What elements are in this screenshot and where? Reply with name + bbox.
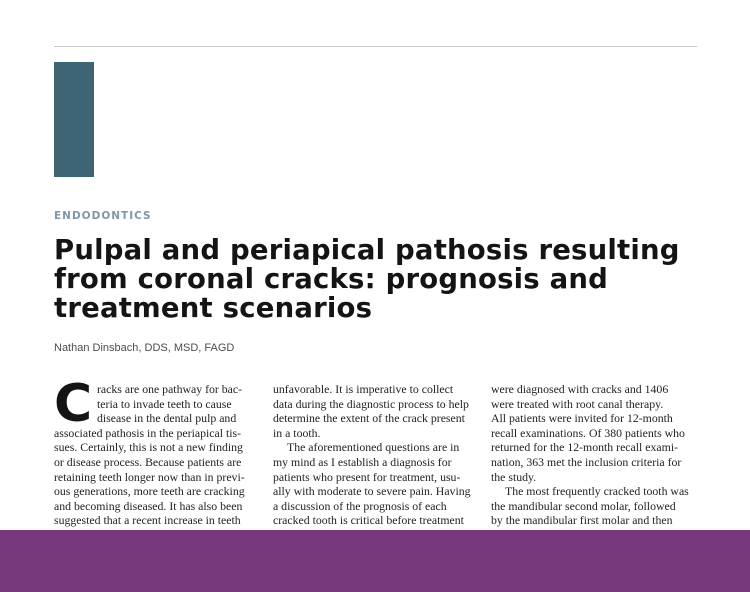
text-line: the study. bbox=[491, 469, 537, 484]
section-label: ENDODONTICS bbox=[54, 210, 152, 222]
text-line: The most frequently cracked tooth was bbox=[505, 484, 689, 499]
text-line: teria to invade teeth to cause bbox=[97, 396, 232, 411]
text-line: racks are one pathway for bac- bbox=[97, 382, 243, 396]
text-line: patients who present for treatment, usu- bbox=[273, 469, 461, 484]
author-byline: Nathan Dinsbach, DDS, MSD, FAGD bbox=[54, 342, 235, 354]
body-column-3 bbox=[491, 382, 687, 528]
text-line: were treated with root canal therapy. bbox=[491, 396, 664, 411]
text-line: determine the extent of the crack present bbox=[273, 411, 465, 426]
accent-block bbox=[54, 62, 94, 177]
text-line: unfavorable. It is imperative to collect bbox=[273, 382, 454, 396]
text-line: data during the diagnostic process to help bbox=[273, 396, 469, 411]
text-line: associated pathosis in the periapical tis- bbox=[54, 425, 242, 440]
text-line: sues. Certainly, this is not a new finding bbox=[54, 440, 243, 455]
text-line: in a tooth. bbox=[273, 425, 321, 440]
top-rule bbox=[54, 46, 697, 47]
text-line: and becoming diseased. It has also been bbox=[54, 498, 243, 513]
text-line: were diagnosed with cracks and 1406 bbox=[491, 382, 669, 396]
text-line: returned for the 12-month recall exami- bbox=[491, 440, 679, 455]
title-line: treatment scenarios bbox=[54, 292, 373, 324]
text-line: my mind as I establish a diagnosis for bbox=[273, 454, 452, 469]
title-line: from coronal cracks: prognosis and bbox=[54, 263, 609, 295]
title-line: Pulpal and periapical pathosis resulting bbox=[54, 234, 680, 266]
text-line: retaining teeth longer now than in previ- bbox=[54, 469, 245, 484]
text-line: ous generations, more teeth are cracking bbox=[54, 484, 245, 499]
text-line: or disease process. Because patients are bbox=[54, 454, 242, 469]
text-line: suggested that a recent increase in teeth bbox=[54, 513, 241, 528]
text-line: All patients were invited for 12-month bbox=[491, 411, 673, 426]
article-title bbox=[54, 236, 714, 323]
body-column-1 bbox=[54, 374, 250, 528]
drop-cap: C bbox=[54, 374, 93, 434]
text-line: The aforementioned questions are in bbox=[287, 440, 460, 455]
text-line: disease in the dental pulp and bbox=[97, 411, 237, 426]
text-line: nation, 363 met the inclusion criteria for bbox=[491, 454, 682, 469]
text-line: a discussion of the prognosis of each bbox=[273, 498, 447, 513]
text-line: cracked tooth is critical before treatment bbox=[273, 513, 464, 528]
body-column-2 bbox=[273, 382, 469, 528]
text-line: by the mandibular first molar and then bbox=[491, 513, 673, 528]
text-line: the mandibular second molar, followed bbox=[491, 498, 676, 513]
footer-band bbox=[0, 530, 750, 592]
text-line: recall examinations. Of 380 patients who bbox=[491, 425, 685, 440]
text-line: ally with moderate to severe pain. Having bbox=[273, 484, 471, 499]
